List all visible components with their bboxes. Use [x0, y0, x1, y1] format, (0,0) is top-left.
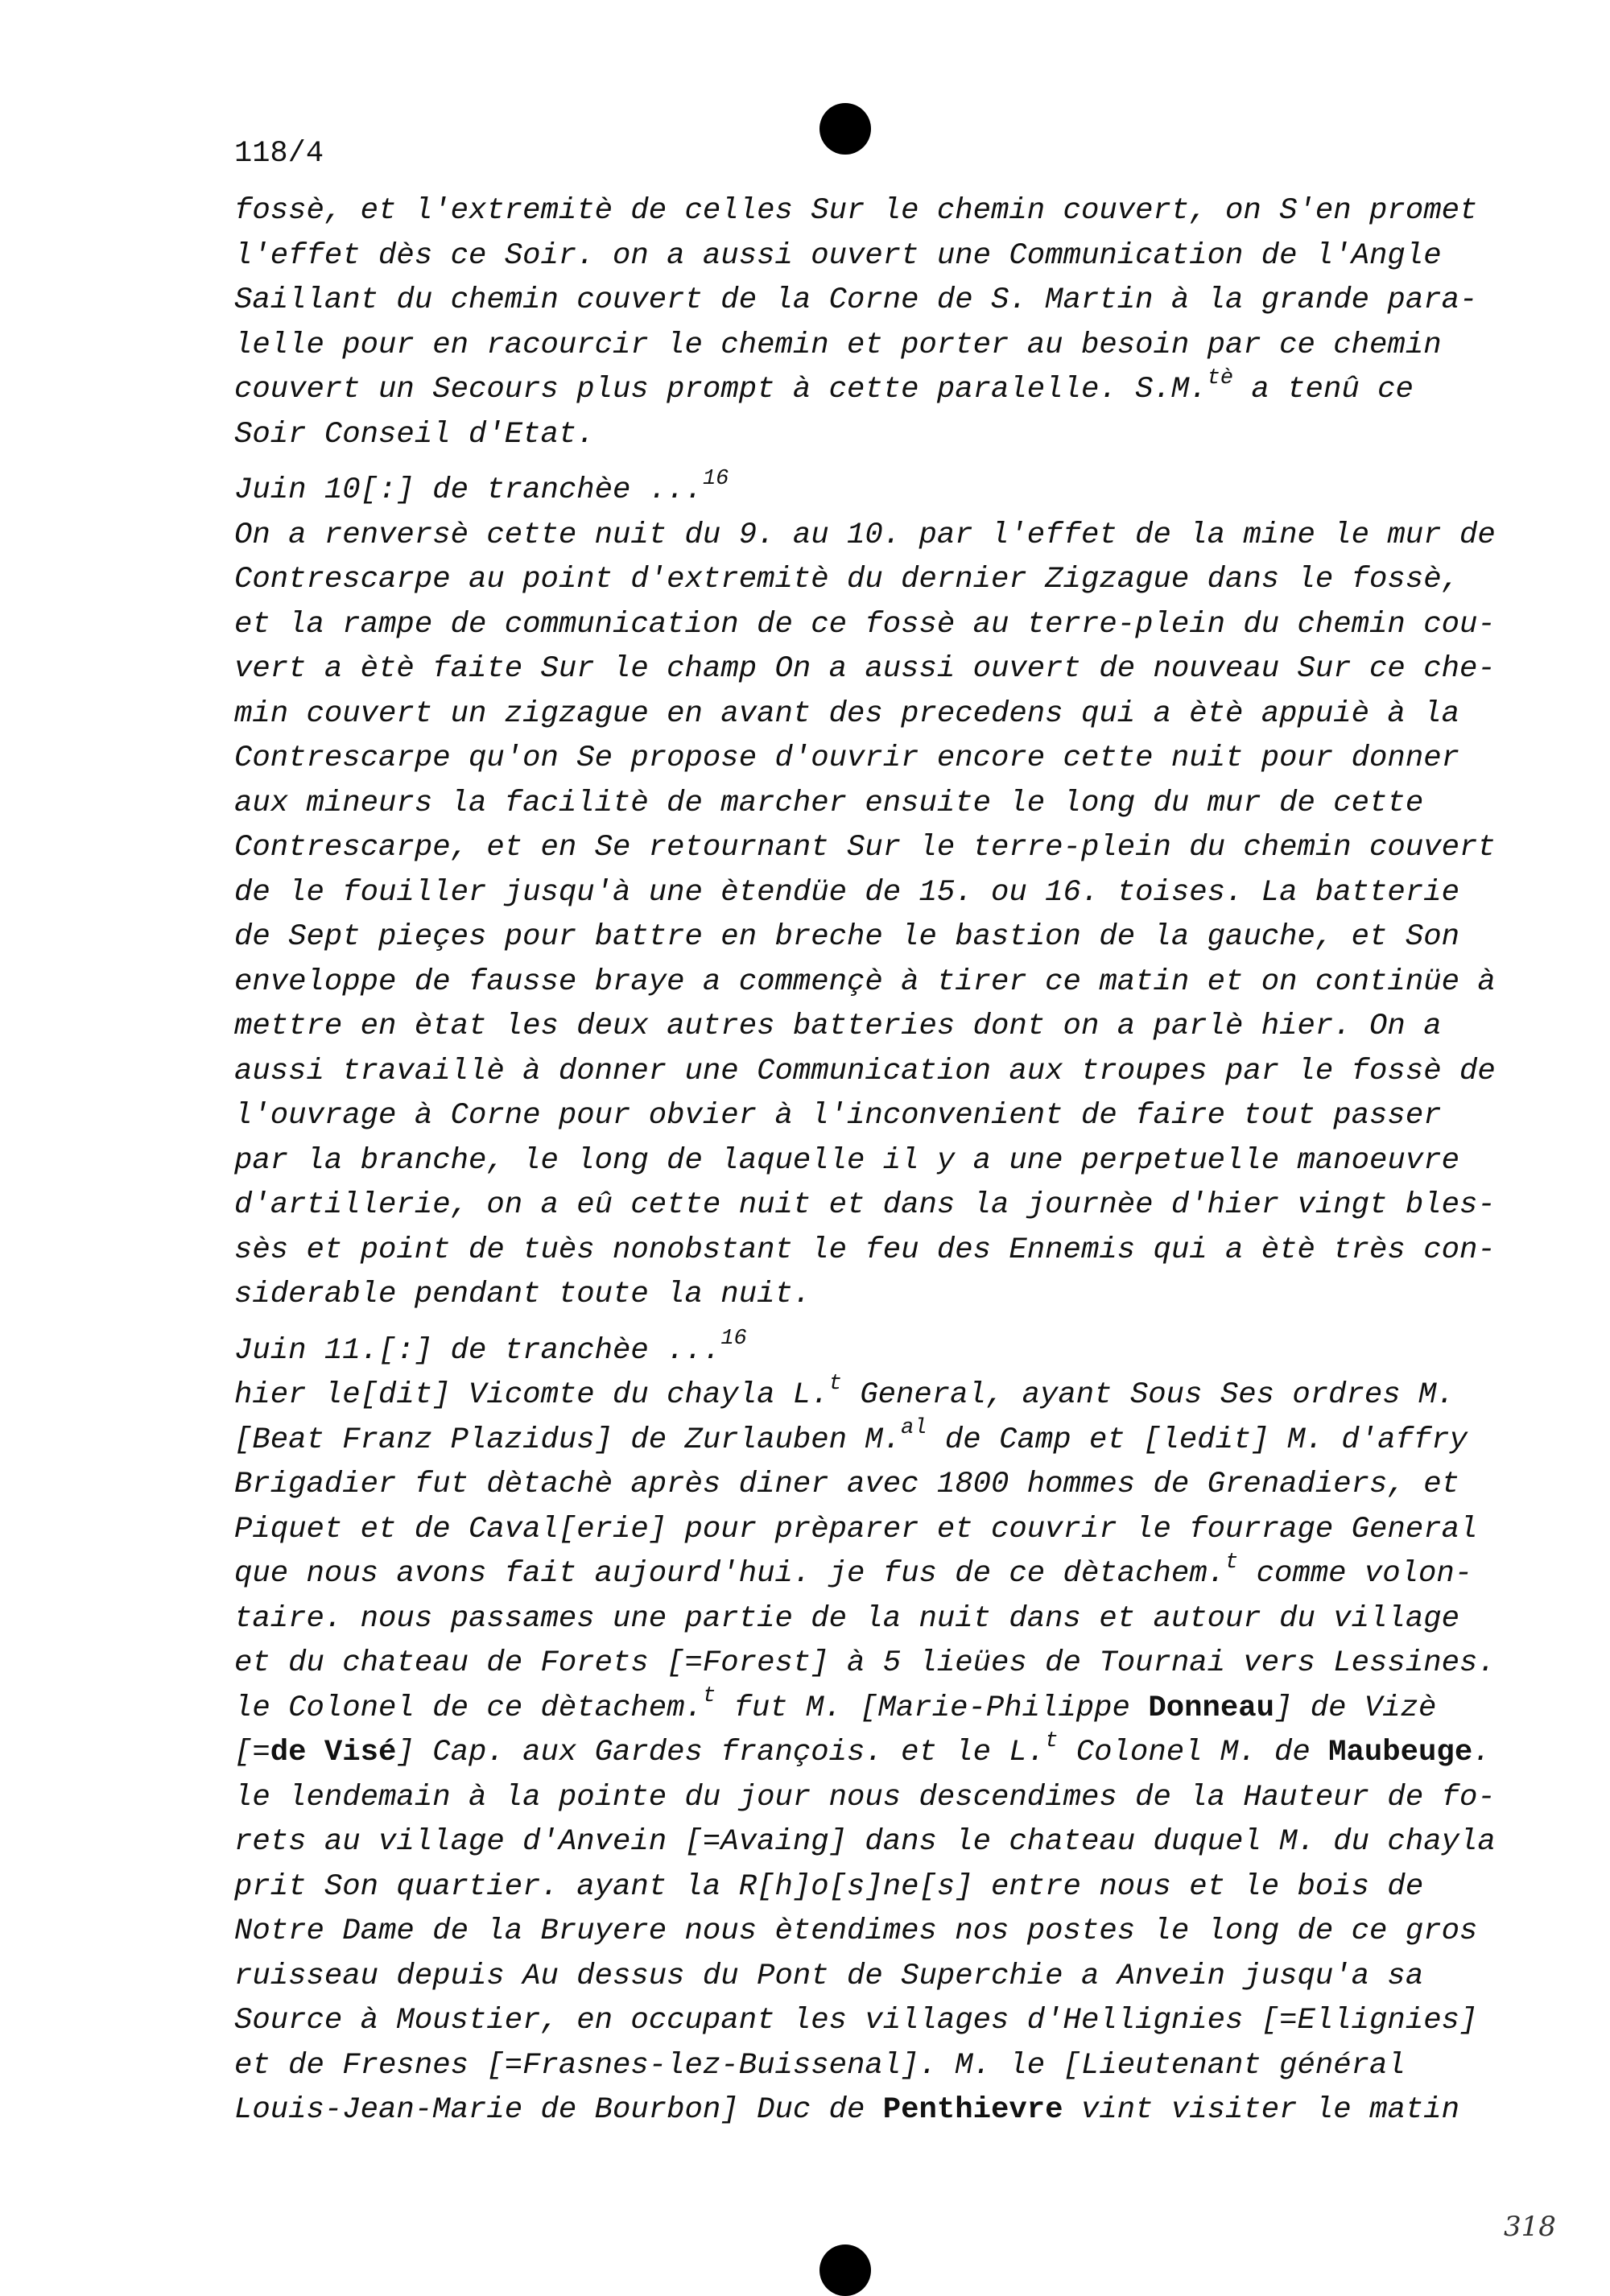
- text-line: Notre Dame de la Bruyere nous ètendimes nos postes le long de ce gros: [234, 1914, 1478, 1948]
- text-line: par la branche, le long de laquelle il y a une perpetuelle manoeuvre: [234, 1143, 1459, 1178]
- text-line: d'artillerie, on a eû cette nuit et dans la journèe d'hier vingt bles-: [234, 1188, 1496, 1222]
- text-line: Contrescarpe qu'on Se propose d'ouvrir encore cette nuit pour donner: [234, 741, 1459, 775]
- text-line: sès et point de tuès nonobstant le feu des Ennemis qui a ètè très con-: [234, 1233, 1496, 1267]
- text-line: Contrescarpe, et en Se retournant Sur le terre-plein du chemin couvert: [234, 831, 1496, 865]
- text-line: de Sept pieçes pour battre en breche le bastion de la gauche, et Son: [234, 920, 1459, 954]
- text-line: vert a ètè faite Sur le champ On a aussi ouvert de nouveau Sur ce che-: [234, 652, 1496, 686]
- text-line: mettre en ètat les deux autres batteries dont on a parlè hier. On a: [234, 1010, 1442, 1043]
- text-line: min couvert un zigzague en avant des precedens qui a ètè appuiè à la: [234, 696, 1459, 731]
- text-line: Louis-Jean-Marie de Bourbon] Duc de Penthievre vint visiter le matin: [234, 2093, 1459, 2127]
- text-line: couvert un Secours plus prompt à cette paralelle. S.M.$^{tè}$ a tenû ce: [234, 365, 1414, 407]
- punch-hole-bottom-icon: [819, 2244, 871, 2296]
- text-line: Source à Moustier, en occupant les villages d'Hellignies [=Ellignies]: [234, 2004, 1478, 2038]
- text-line: hier le[dit] Vicomte du chayla L.$^t$ General, ayant Sous Ses ordres M.: [234, 1371, 1455, 1412]
- text-line: Soir Conseil d'Etat.: [234, 417, 595, 452]
- entry-heading-juin-11: Juin 11.[:] de tranchèe ...$^{16}$: [234, 1327, 747, 1368]
- folio-number: 318: [1504, 2211, 1556, 2243]
- text-line: aussi travaillè à donner une Communication aux troupes par le fossè de: [234, 1054, 1496, 1088]
- text-line: et la rampe de communication de ce fossè au terre-plein du chemin cou-: [234, 607, 1496, 642]
- text-line: le Colonel de ce dètachem.$^t$ fut M. [Marie-Philippe Donneau] de Vizè: [234, 1684, 1437, 1725]
- text-line: Contrescarpe au point d'extremitè du dernier Zigzague dans le fossè,: [234, 563, 1459, 597]
- text-line: l'effet dès ce Soir. on a aussi ouvert une Communication de l'Angle: [234, 238, 1442, 273]
- text-line: enveloppe de fausse braye a commençè à tirer ce matin et on continüe à: [234, 964, 1496, 999]
- footnote-ref: 16: [720, 1327, 747, 1352]
- punch-hole-top-icon: [819, 103, 871, 155]
- text-line: lelle pour en racourcir le chemin et porter au besoin par ce chemin: [234, 328, 1442, 362]
- text-line: l'ouvrage à Corne pour obvier à l'inconvenient de faire tout passer: [234, 1099, 1442, 1133]
- text-line: aux mineurs la facilitè de marcher ensuite le long du mur de cette: [234, 786, 1424, 820]
- text-line: et du chateau de Forets [=Forest] à 5 lieües de Tournai vers Lessines.: [234, 1646, 1496, 1680]
- text-line: ruisseau depuis Au dessus du Pont de Superchie a Anvein jusqu'a sa: [234, 1959, 1424, 1993]
- text-line: que nous avons fait aujourd'hui. je fus de ce dètachem.$^t$ comme volon-: [234, 1550, 1473, 1591]
- text-line: On a renversè cette nuit du 9. au 10. par l'effet de la mine le mur de: [234, 518, 1496, 552]
- text-line: fossè, et l'extremitè de celles Sur le chemin couvert, on S'en promet: [234, 194, 1478, 228]
- text-line: prit Son quartier. ayant la R[h]o[s]ne[s] entre nous et le bois de: [234, 1869, 1424, 1904]
- text-line: de le fouiller jusqu'à une ètendüe de 15. ou 16. toises. La batterie: [234, 875, 1459, 910]
- text-line: Piquet et de Caval[erie] pour prèparer et couvrir le fourrage General: [234, 1512, 1478, 1546]
- text-line: rets au village d'Anvein [=Avaing] dans le chateau duquel M. du chayla: [234, 1825, 1496, 1859]
- text-line: siderable pendant toute la nuit.: [234, 1278, 811, 1311]
- text-line: taire. nous passames une partie de la nuit dans et autour du village: [234, 1601, 1459, 1636]
- footnote-ref: 16: [702, 466, 729, 491]
- page-number: 118/4: [234, 137, 324, 171]
- text-line: Saillant du chemin couvert de la Corne de S. Martin à la grande para-: [234, 283, 1478, 317]
- text-line: [Beat Franz Plazidus] de Zurlauben M.$^{al}$ de Camp et [ledit] M. d'affry: [234, 1416, 1468, 1457]
- entry-heading-juin-10: Juin 10[:] de tranchèe ...$^{16}$: [234, 466, 729, 507]
- document-body: [234, 189, 1496, 2133]
- text-line: et de Fresnes [=Frasnes-lez-Buissenal]. M. le [Lieutenant général: [234, 2048, 1406, 2083]
- text-line: le lendemain à la pointe du jour nous descendimes de la Hauteur de fo-: [234, 1780, 1496, 1815]
- text-line: [=de Visé] Cap. aux Gardes françois. et le L.$^t$ Colonel M. de Maubeuge.: [234, 1728, 1491, 1769]
- text-line: Brigadier fut dètachè après diner avec 1800 hommes de Grenadiers, et: [234, 1468, 1459, 1501]
